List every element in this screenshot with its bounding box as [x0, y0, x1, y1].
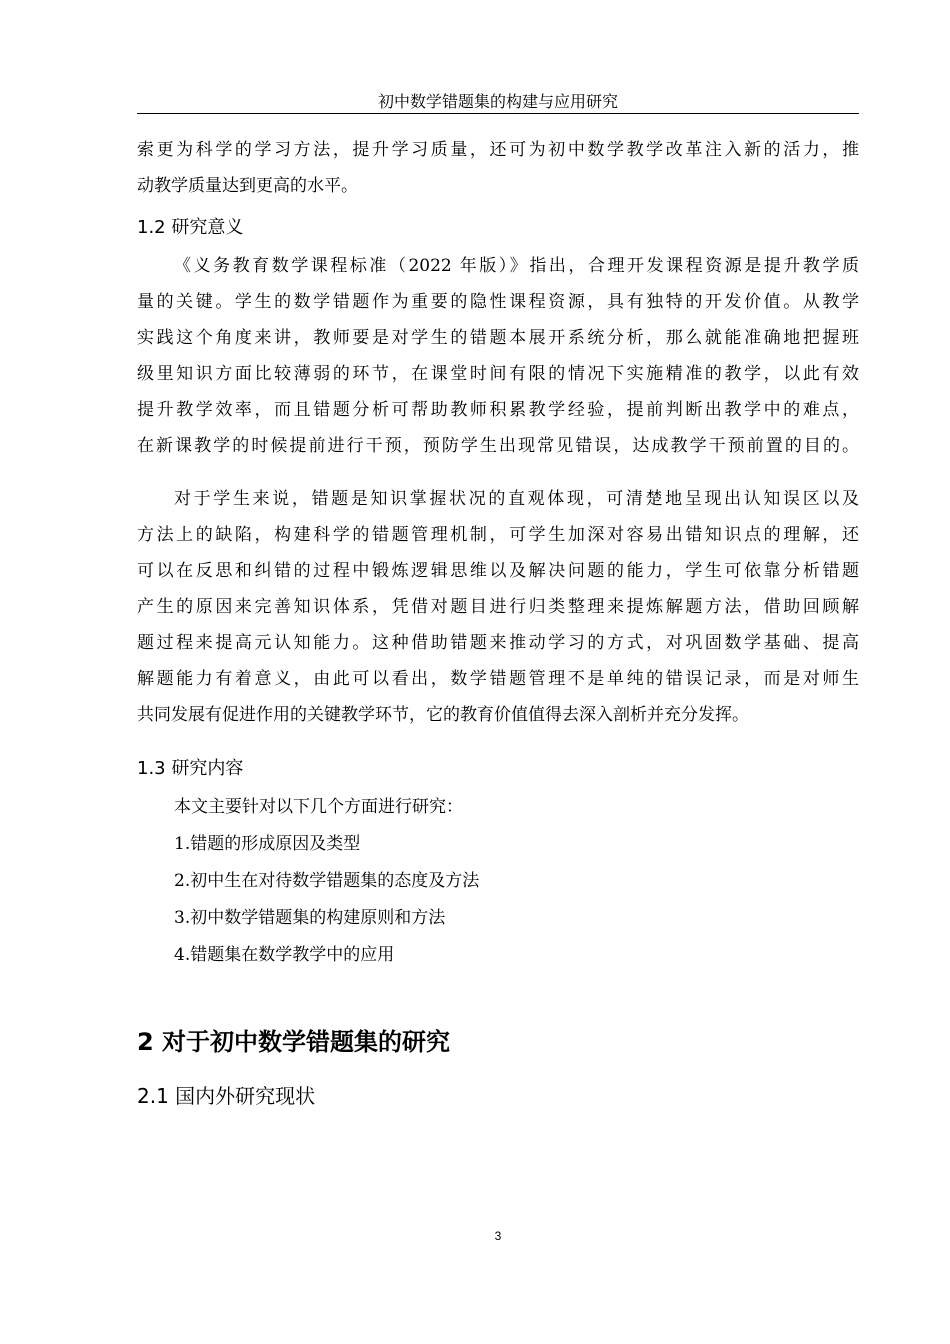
list-item: 3.初中数学错题集的构建原则和方法	[174, 908, 446, 928]
text-line: 可以在反思和纠错的过程中锻炼逻辑思维以及解决问题的能力，学生可依靠分析错题	[137, 561, 859, 581]
running-header: 初中数学错题集的构建与应用研究	[377, 92, 618, 111]
section-heading-2-1: 2.1 国内外研究现状	[137, 1084, 316, 1108]
significance-paragraph-1	[137, 248, 859, 464]
chapter-heading-2: 2 对于初中数学错题集的研究	[137, 1028, 451, 1056]
text-line: 方法上的缺陷，构建科学的错题管理机制，可学生加深对容易出错知识点的理解，还	[137, 525, 859, 545]
text-line: 《义务教育数学课程标准（2022 年版）》指出，合理开发课程资源是提升教学质	[174, 256, 859, 276]
text-line: 级里知识方面比较薄弱的环节，在课堂时间有限的情况下实施精准的教学，以此有效	[137, 364, 859, 384]
header-rule	[137, 113, 859, 114]
text-line: 量的关键。学生的数学错题作为重要的隐性课程资源，具有独特的开发价值。从教学	[137, 292, 859, 312]
text-line: 共同发展有促进作用的关键教学环节，它的教育价值值得去深入剖析并充分发挥。	[137, 705, 749, 725]
text-line: 动教学质量达到更高的水平。	[137, 176, 358, 196]
text-line: 索更为科学的学习方法，提升学习质量，还可为初中数学教学改革注入新的活力，推	[137, 140, 859, 160]
list-item: 1.错题的形成原因及类型	[174, 834, 361, 854]
intro-paragraph	[137, 132, 859, 204]
text-line: 提升教学效率，而且错题分析可帮助教师积累教学经验，提前判断出教学中的难点，	[137, 400, 859, 420]
section-heading-1-3: 1.3 研究内容	[137, 758, 244, 779]
page-number: 3	[494, 1229, 502, 1243]
text-line: 实践这个角度来讲，教师要是对学生的错题本展开系统分析，那么就能准确地把握班	[137, 328, 859, 348]
text-line: 产生的原因来完善知识体系，凭借对题目进行归类整理来提炼解题方法，借助回顾解	[137, 597, 859, 617]
list-item: 2.初中生在对待数学错题集的态度及方法	[174, 871, 480, 891]
text-line: 题过程来提高元认知能力。这种借助错题来推动学习的方式，对巩固数学基础、提高	[137, 633, 859, 653]
research-content-intro: 本文主要针对以下几个方面进行研究：	[174, 797, 463, 817]
text-line: 对于学生来说，错题是知识掌握状况的直观体现，可清楚地呈现出认知误区以及	[174, 489, 859, 509]
list-item: 4.错题集在数学教学中的应用	[174, 945, 395, 965]
text-line: 在新课教学的时候提前进行干预，预防学生出现常见错误，达成教学干预前置的目的。	[137, 436, 859, 456]
significance-paragraph-2	[137, 481, 859, 733]
section-heading-1-2: 1.2 研究意义	[137, 217, 244, 238]
text-line: 解题能力有着意义，由此可以看出，数学错题管理不是单纯的错误记录，而是对师生	[137, 669, 859, 689]
